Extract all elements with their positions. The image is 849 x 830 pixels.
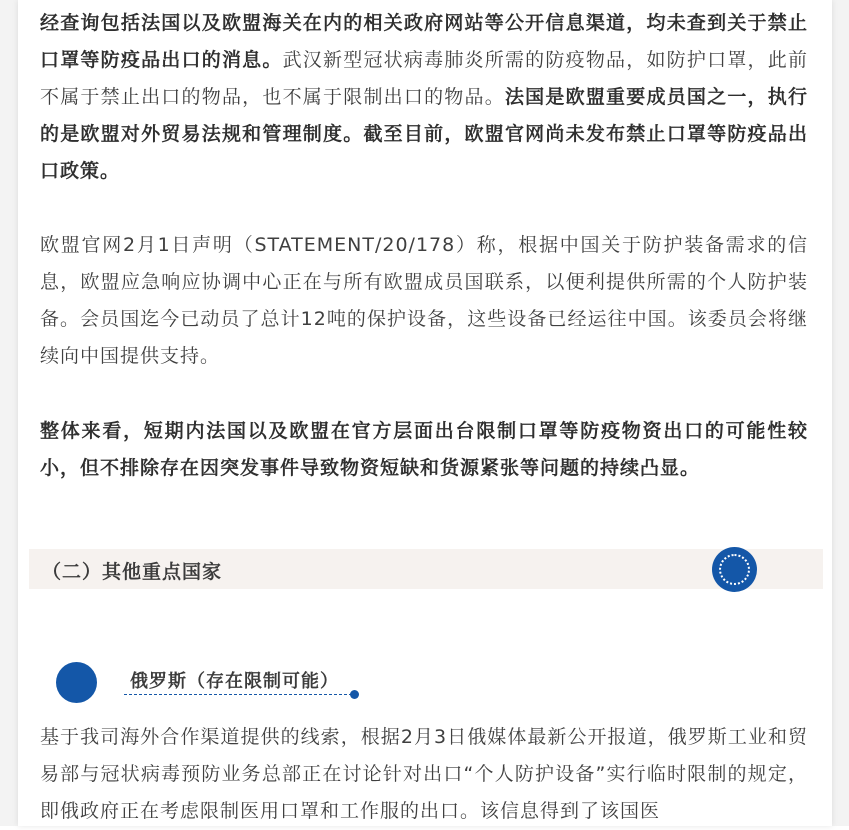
underline-end-dot	[350, 690, 359, 699]
paragraph-bold-segment-a: 经查询包括法国以及欧盟海关在内的相关政府网站等公开信息渠道，均未查到关于禁止口罩等防疫品出口的消息。	[40, 12, 808, 71]
paragraph-summary: 整体来看，短期内法国以及欧盟在官方层面出台限制口罩等防疫物资出口的可能性较小，但不排除存在因突发事件导致物资短缺和货源紧张等问题的持续凸显。	[40, 420, 808, 479]
subsection-underline	[124, 694, 352, 695]
subsection-title: 俄罗斯（存在限制可能）	[130, 671, 339, 692]
paragraph-normal-segment: 武汉新型冠状病毒肺炎所需的防疫物品，如防护口罩，此前不属于禁止出口的物品，也不属于限制出口的物品。	[40, 49, 808, 108]
dotted-circle-icon	[712, 547, 757, 592]
paragraph-eu-statement: 欧盟官网2月1日声明（STATEMENT/20/178）称，根据中国关于防护装备需求的信息，欧盟应急响应协调中心正在与所有欧盟成员国联系，以便利提供所需的个人防护装备。会员国迄今已动员了总计12吨的保护设备，这些设备已经运往中国。该委员会将继续向中国提供支持。	[40, 234, 808, 367]
paragraph-bold-segment-b: 法国是欧盟重要成员国之一，执行的是欧盟对外贸易法规和管理制度。截至目前，欧盟官网尚未发布禁止口罩等防疫品出口政策。	[40, 86, 808, 182]
section-header	[29, 549, 823, 589]
section-title: （二）其他重点国家	[42, 561, 223, 583]
blue-circle-icon	[56, 662, 97, 703]
paragraph-france-policy	[40, 5, 808, 190]
paragraph-russia-report: 基于我司海外合作渠道提供的线索，根据2月3日俄媒体最新公开报道，俄罗斯工业和贸易部与冠状病毒预防业务总部正在讨论针对出口“个人防护设备”实行临时限制的规定，即俄政府正在考虑限制医用口罩和工作服的出口。该信息得到了该国医	[40, 726, 808, 822]
